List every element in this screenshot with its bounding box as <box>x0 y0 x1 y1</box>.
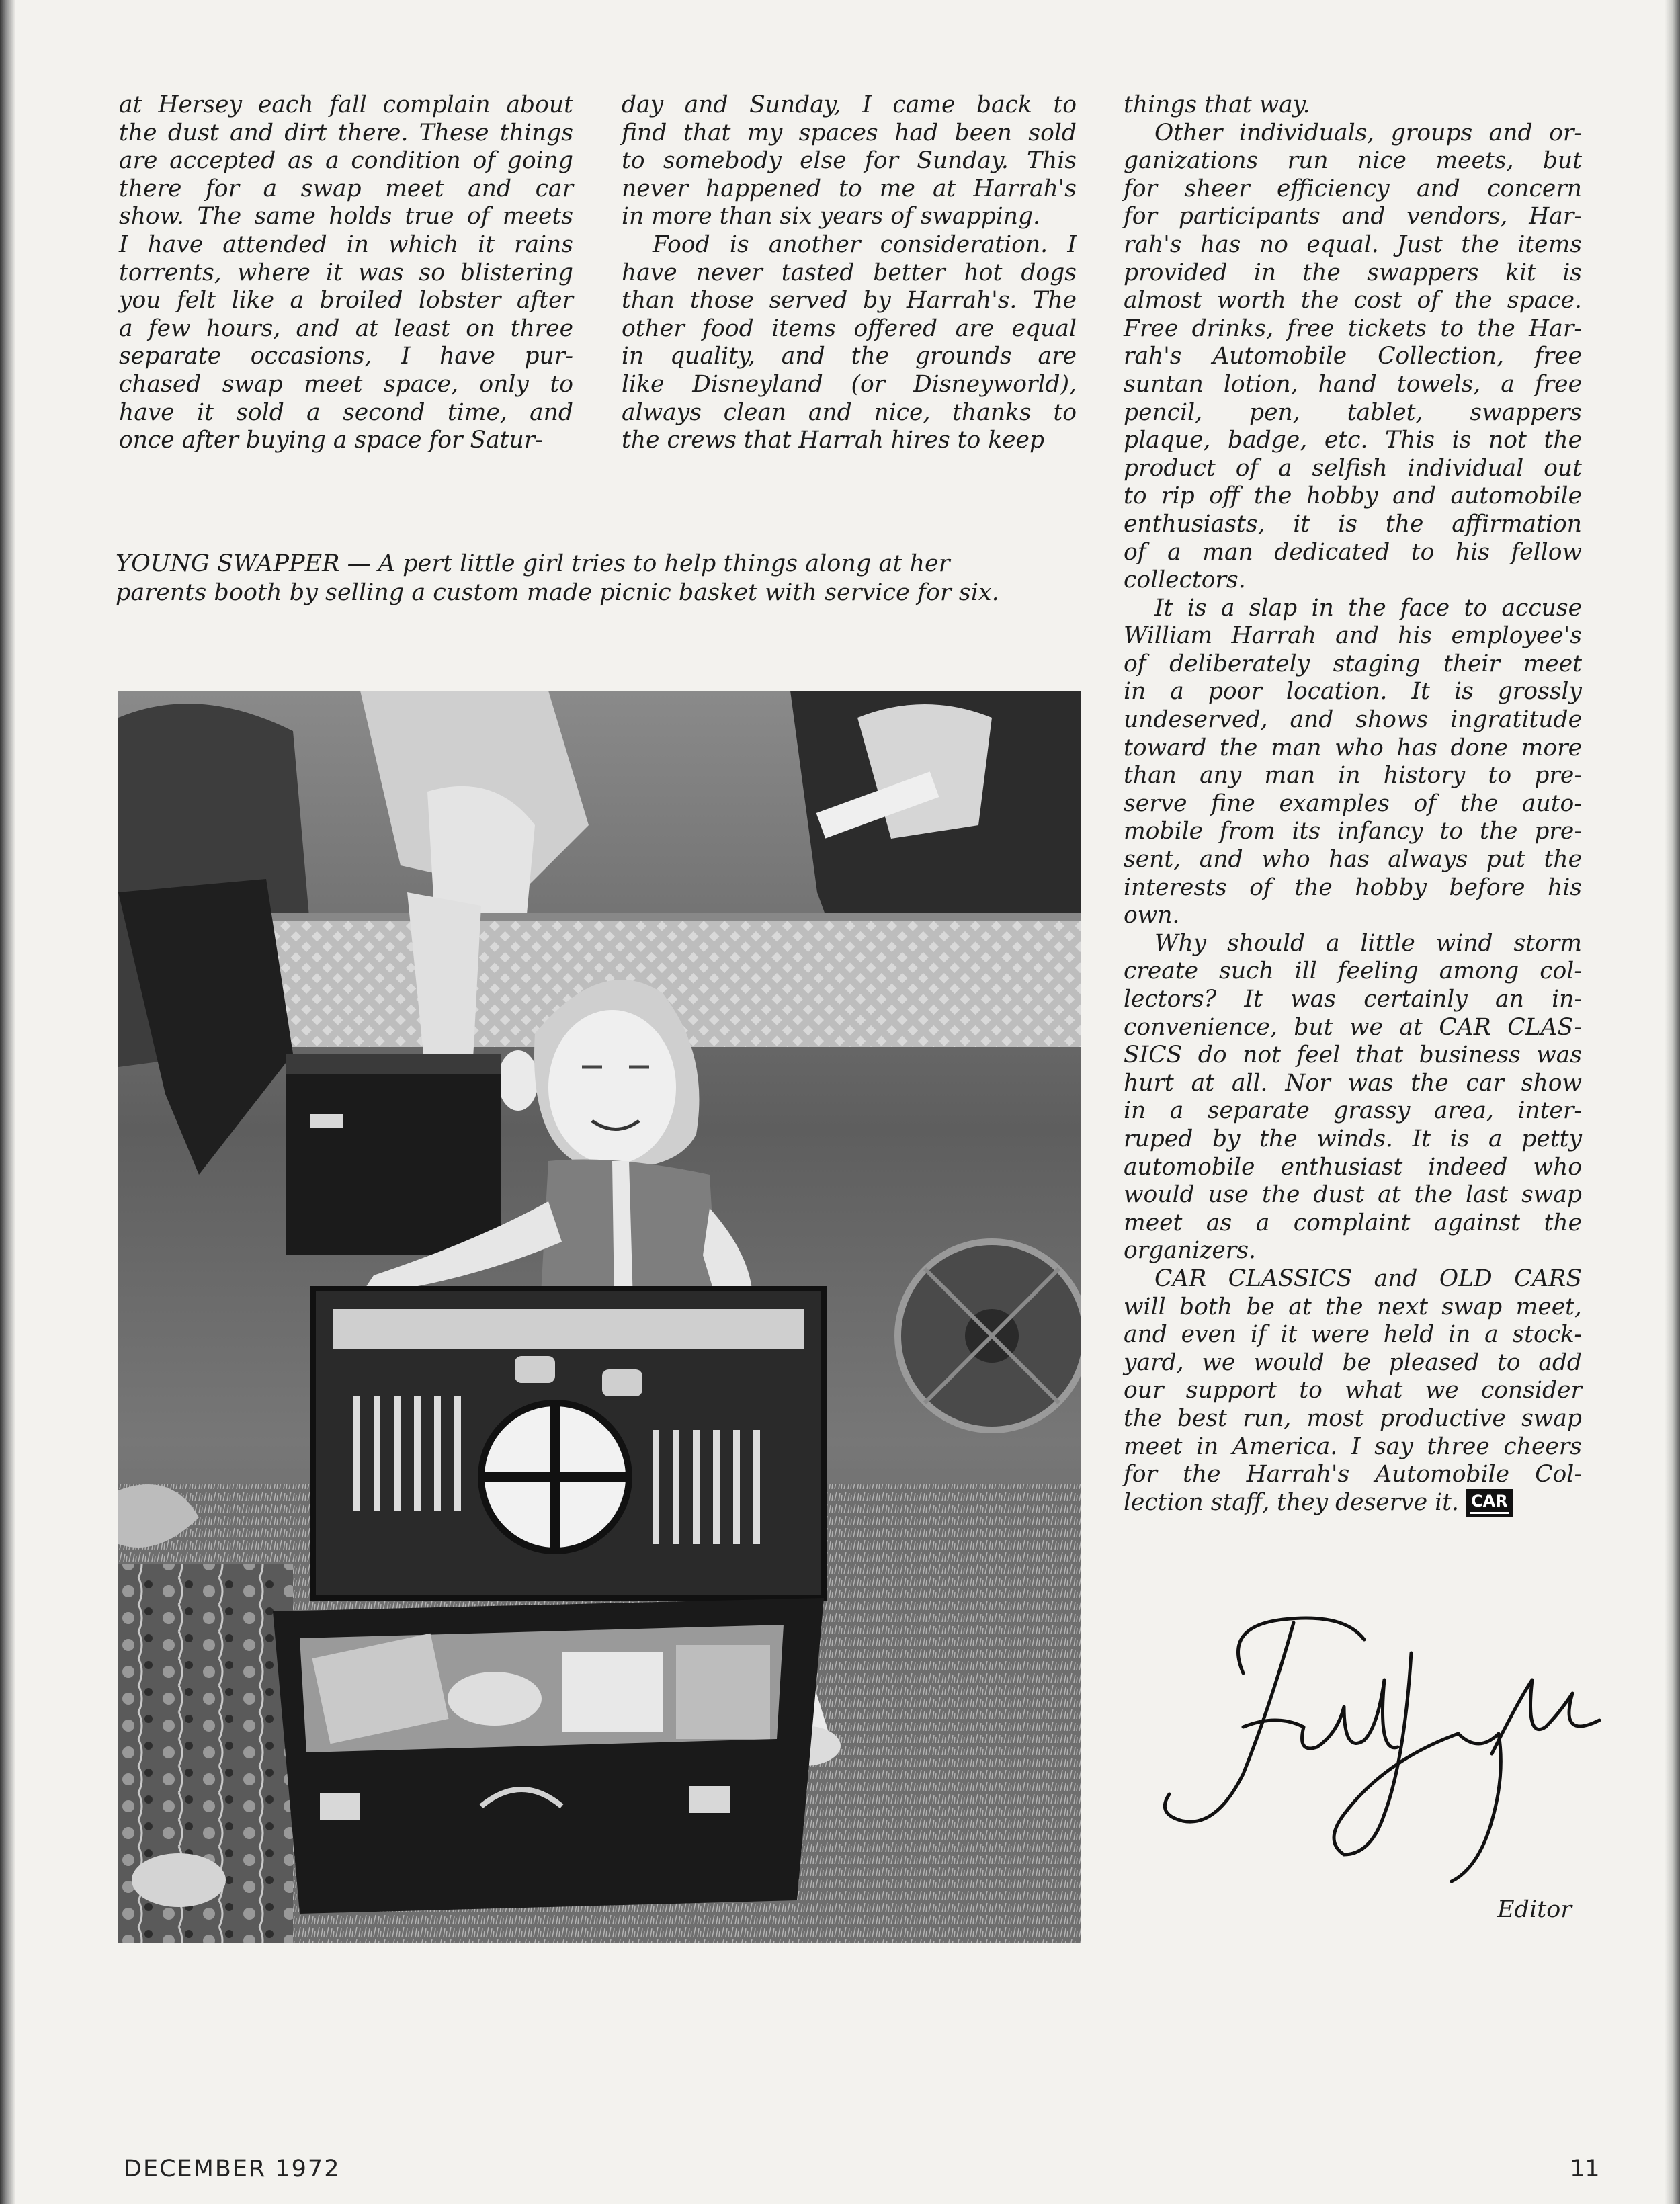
editor-label: Editor <box>1497 1896 1572 1923</box>
text-line: our support to what we consider <box>1124 1377 1582 1404</box>
text-line: are accepted as a condition of going <box>119 147 573 175</box>
text-line: yard, we would be pleased to add <box>1124 1349 1582 1376</box>
text-line: meet in America. I say three cheers <box>1124 1433 1582 1460</box>
text-line: for the Harrah's Automobile Col- <box>1124 1461 1582 1488</box>
text-line: lectors? It was certainly an in- <box>1124 986 1582 1013</box>
text-line: will both be at the next swap meet, <box>1124 1293 1582 1320</box>
text-line: other food items offered are equal <box>622 314 1077 342</box>
text-line: there for a swap meet and car <box>119 175 573 202</box>
text-line: create such ill feeling among col- <box>1124 958 1582 985</box>
text-line: undeserved, and shows ingratitude <box>1124 706 1582 734</box>
text-line: find that my spaces had been sold <box>622 119 1077 146</box>
text-line: Other individuals, groups and or- <box>1154 119 1582 146</box>
page-number: 11 <box>1570 2156 1600 2182</box>
text-line: It is a slap in the face to accuse <box>1154 594 1582 622</box>
text-line: provided in the swappers kit is <box>1124 259 1582 286</box>
text-line: and even if it were held in a stock- <box>1124 1321 1582 1349</box>
text-line: automobile enthusiast indeed who <box>1124 1153 1582 1181</box>
text-line: pencil, pen, tablet, swappers <box>1124 398 1582 426</box>
text-line: Free drinks, free tickets to the Har- <box>1124 314 1582 342</box>
text-line: in more than six years of swapping. <box>622 203 1041 230</box>
text-line: Why should a little wind storm <box>1154 929 1582 957</box>
text-line: lection staff, they deserve it. CAR <box>1124 1489 1582 1518</box>
photo-girl-picnic-basket <box>118 691 1081 1943</box>
text-line: suntan lotion, hand towels, a free <box>1124 370 1582 398</box>
text-line: for sheer efficiency and concern <box>1124 175 1582 202</box>
text-line: day and Sunday, I came back to <box>622 91 1077 118</box>
text-line: SICS do not feel that business was <box>1124 1042 1582 1069</box>
article-column-2 <box>622 91 1077 455</box>
text-line: rah's has no equal. Just the items <box>1124 230 1582 258</box>
text-line: serve fine examples of the auto- <box>1124 790 1582 817</box>
text-line: rah's Automobile Collection, free <box>1124 343 1582 370</box>
text-line: separate occasions, I have pur- <box>119 343 573 370</box>
text-line: hurt at all. Nor was the car show <box>1124 1069 1582 1097</box>
text-line: William Harrah and his employee's <box>1124 622 1582 650</box>
text-line: things that way. <box>1124 91 1310 118</box>
text-line: own. <box>1124 902 1180 929</box>
text-line: like Disneyland (or Disneyworld), <box>622 370 1077 398</box>
text-line: ruped by the winds. It is a petty <box>1124 1125 1582 1152</box>
text-line: of deliberately staging their meet <box>1124 650 1582 677</box>
text-line: plaque, badge, etc. This is not the <box>1124 427 1582 454</box>
text-line: would use the dust at the last swap <box>1124 1181 1582 1209</box>
editor-signature <box>1142 1599 1613 1888</box>
text-line: almost worth the cost of the space. <box>1124 287 1582 314</box>
photo-caption <box>116 550 1078 607</box>
text-line: the crews that Harrah hires to keep <box>622 427 1045 454</box>
text-line: chased swap meet space, only to <box>119 370 573 398</box>
text-line: than any man in history to pre- <box>1124 762 1582 790</box>
car-logo-end-mark: CAR <box>1466 1489 1513 1517</box>
text-line: CAR CLASSICS and OLD CARS <box>1154 1265 1582 1292</box>
text-line: of a man dedicated to his fellow <box>1124 538 1582 566</box>
text-line: once after buying a space for Satur- <box>119 427 543 454</box>
caption-line: parents booth by selling a custom made picnic basket with service for six. <box>116 579 999 606</box>
page-edge-right <box>1665 0 1680 2204</box>
text-line: show. The same holds true of meets <box>119 203 573 230</box>
text-line: than those served by Harrah's. The <box>622 287 1077 314</box>
text-line: have never tasted better hot dogs <box>622 259 1077 286</box>
text-line: meet as a complaint against the <box>1124 1209 1582 1236</box>
text-line: never happened to me at Harrah's <box>622 175 1077 202</box>
text-line: in a poor location. It is grossly <box>1124 678 1582 706</box>
text-line: mobile from its infancy to the pre- <box>1124 818 1582 845</box>
text-line: to rip off the hobby and automobile <box>1124 482 1582 510</box>
text-line: I have attended in which it rains <box>119 230 573 258</box>
article-column-1 <box>119 91 573 455</box>
text-line: sent, and who has always put the <box>1124 846 1582 874</box>
article-column-3 <box>1124 91 1582 1517</box>
text-line: to somebody else for Sunday. This <box>622 147 1077 175</box>
text-line: interests of the hobby before his <box>1124 874 1582 901</box>
text-line: the best run, most productive swap <box>1124 1404 1582 1432</box>
text-line: torrents, where it was so blistering <box>119 259 573 286</box>
text-line: organizers. <box>1124 1237 1256 1265</box>
text-line: the dust and dirt there. These things <box>119 119 573 146</box>
text-line: convenience, but we at CAR CLAS- <box>1124 1013 1582 1041</box>
text-line: enthusiasts, it is the affirmation <box>1124 510 1582 538</box>
text-line: ganizations run nice meets, but <box>1124 147 1582 175</box>
text-line: for participants and vendors, Har- <box>1124 203 1582 230</box>
text-line: always clean and nice, thanks to <box>622 398 1077 426</box>
text-line: have it sold a second time, and <box>119 398 573 426</box>
caption-line: YOUNG SWAPPER — A pert little girl tries to help things along at her <box>116 550 950 577</box>
footer-date: DECEMBER 1972 <box>124 2156 341 2182</box>
text-line: in quality, and the grounds are <box>622 343 1077 370</box>
text-line: collectors. <box>1124 566 1246 594</box>
text-line: Food is another consideration. I <box>653 230 1077 258</box>
text-line: product of a selfish individual out <box>1124 454 1582 482</box>
page-edge-left <box>0 0 15 2204</box>
text-line: a few hours, and at least on three <box>119 314 573 342</box>
text-line: you felt like a broiled lobster after <box>119 287 573 314</box>
text-line: toward the man who has done more <box>1124 734 1582 761</box>
text-line: in a separate grassy area, inter- <box>1124 1097 1582 1125</box>
text-line: at Hersey each fall complain about <box>119 91 573 118</box>
